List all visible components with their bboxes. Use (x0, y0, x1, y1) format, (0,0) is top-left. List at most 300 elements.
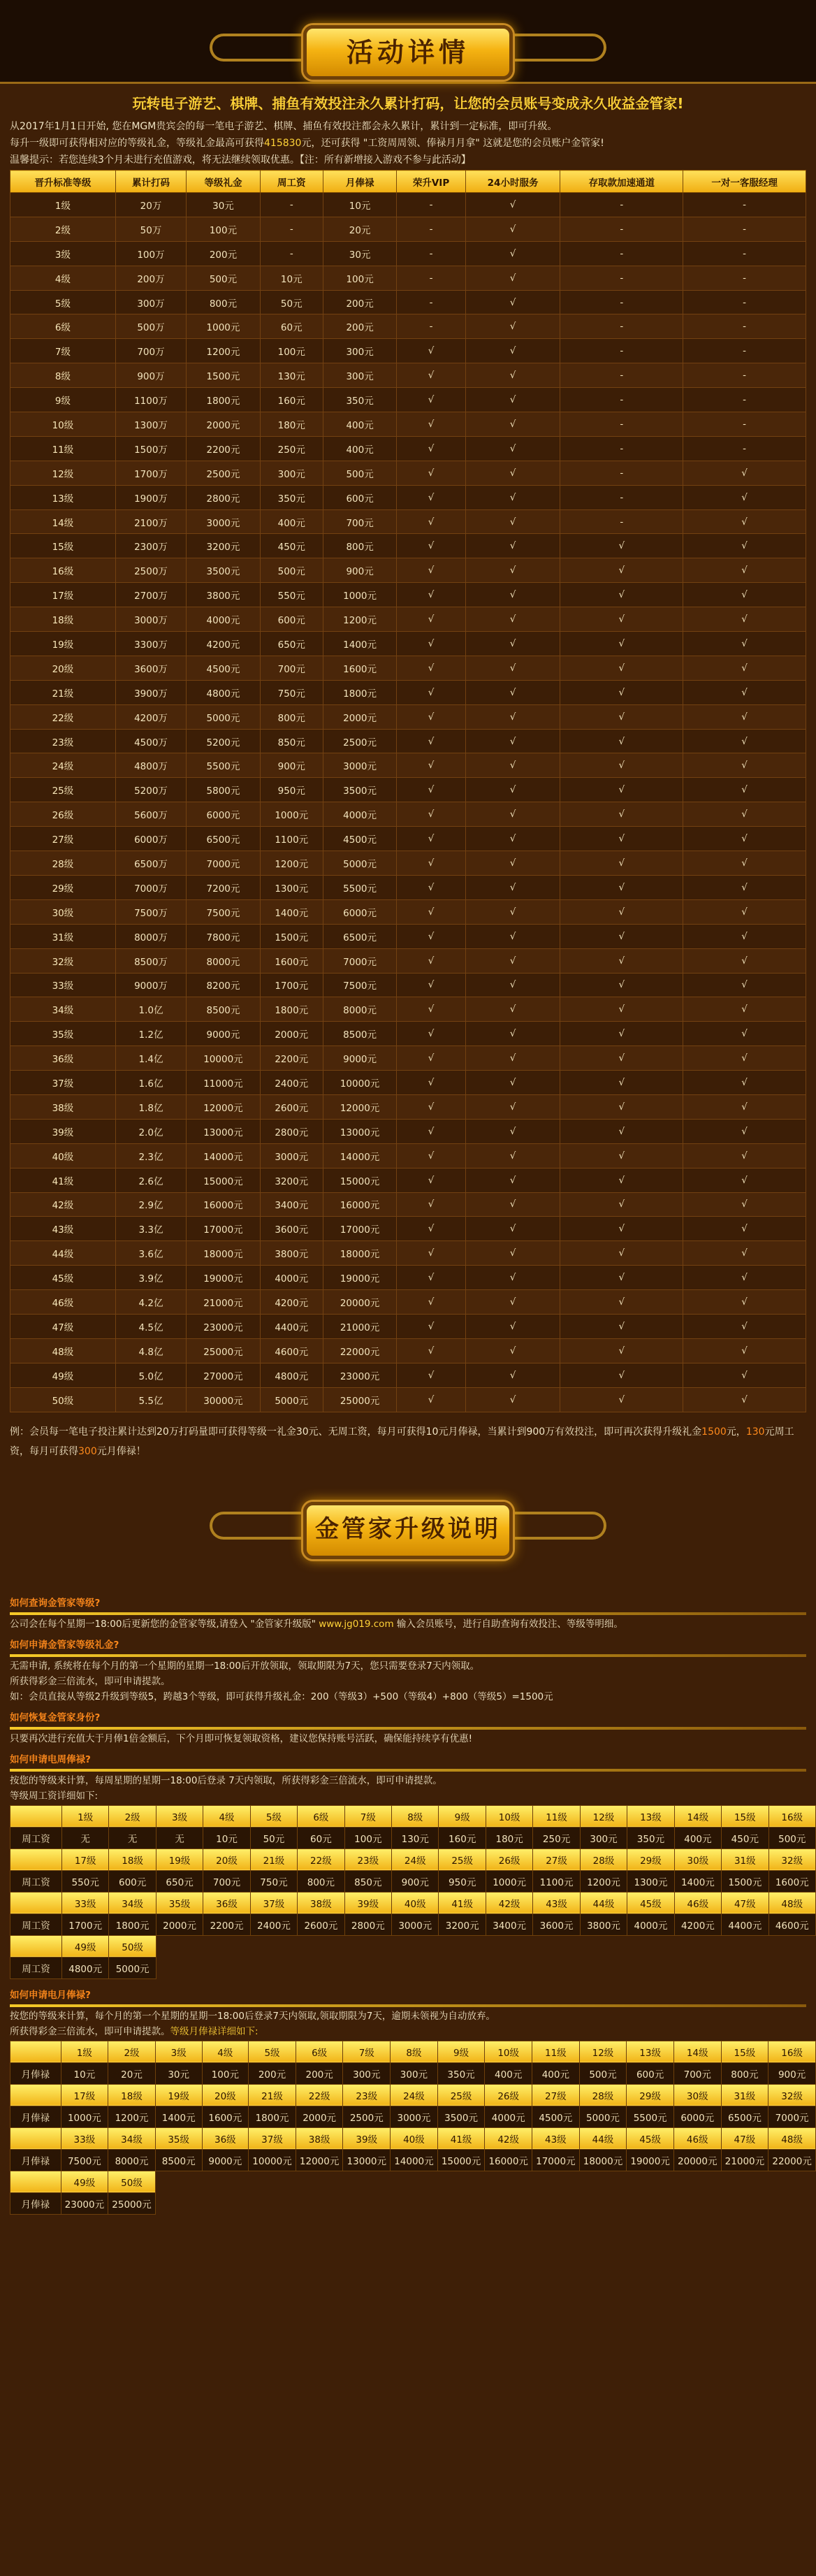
faq-question-2: 如何申请金管家等级礼金? (10, 1639, 119, 1651)
grid-level-cell: 27级 (533, 1848, 580, 1870)
grid-level-cell: 3级 (155, 2041, 202, 2062)
grid-value-row (10, 2192, 816, 2214)
rank-cell: 5000元 (323, 851, 397, 876)
rank-cell: 5000元 (187, 704, 261, 729)
rank-cell: 8500元 (187, 997, 261, 1022)
rank-cell: √ (465, 1387, 560, 1412)
grid-level-cell: 11级 (532, 2041, 580, 2062)
rank-cell: 14000元 (323, 1143, 397, 1168)
grid-level-cell: 21级 (250, 1848, 297, 1870)
grid-value-row (10, 1913, 816, 1935)
rank-level-cell: 27级 (10, 827, 116, 851)
rank-cell: √ (560, 948, 683, 973)
grid-level-cell: 3级 (156, 1805, 203, 1827)
grid-level-cell: 31级 (721, 2084, 768, 2106)
intro-text (0, 118, 816, 168)
grid-level-cell: 9级 (439, 1805, 486, 1827)
rank-cell: √ (683, 1192, 806, 1217)
rank-cell: 20万 (115, 193, 186, 217)
grid-empty-cell (343, 2171, 391, 2192)
grid-value-cell: 4000元 (627, 1913, 674, 1935)
rank-cell: - (260, 193, 323, 217)
rank-row (10, 534, 806, 558)
rank-cell: 25000元 (323, 1387, 397, 1412)
rank-cell: √ (560, 973, 683, 997)
rank-cell: √ (397, 363, 465, 388)
grid-value-cell: 1200元 (580, 1870, 627, 1892)
grid-value-cell: 60元 (298, 1827, 344, 1848)
rank-cell: √ (397, 461, 465, 485)
rank-cell: √ (560, 802, 683, 827)
grid-value-cell: 25000元 (108, 2192, 156, 2214)
rank-level-cell: 5级 (10, 290, 116, 314)
grid-value-cell: 400元 (674, 1827, 721, 1848)
grid-level-cell: 26级 (485, 2084, 532, 2106)
rank-row (10, 363, 806, 388)
rank-cell: √ (465, 1119, 560, 1143)
grid-value-label: 月俸禄 (10, 2106, 61, 2127)
rank-header-cell: 等级礼金 (187, 171, 261, 193)
grid-value-cell: 1700元 (61, 1913, 108, 1935)
rank-cell: √ (465, 1363, 560, 1387)
grid-value-cell: 500元 (579, 2062, 627, 2084)
rank-cell: 1900万 (115, 485, 186, 509)
rank-level-cell: 12级 (10, 461, 116, 485)
grid-level-cell: 28级 (580, 1848, 627, 1870)
rank-cell: 50元 (260, 290, 323, 314)
grid-level-cell: 5级 (249, 2041, 296, 2062)
grid-empty-cell (674, 1935, 721, 1957)
grid-empty-cell (768, 2171, 816, 2192)
rank-cell: - (560, 193, 683, 217)
rank-cell: √ (560, 607, 683, 632)
rank-cell: 3600万 (115, 656, 186, 680)
grid-value-label: 周工资 (10, 1957, 62, 1978)
grid-empty-cell (674, 1957, 721, 1978)
grid-value-row (10, 1870, 816, 1892)
rank-cell: 800元 (260, 704, 323, 729)
grid-value-label: 周工资 (10, 1870, 62, 1892)
rank-level-cell: 40级 (10, 1143, 116, 1168)
rank-cell: 10元 (260, 266, 323, 290)
rank-cell: - (560, 412, 683, 437)
rank-cell: √ (465, 632, 560, 656)
grid-level-cell: 16级 (768, 1805, 815, 1827)
rank-level-cell: 17级 (10, 583, 116, 607)
rank-row (10, 1241, 806, 1266)
rank-cell: √ (397, 1217, 465, 1241)
rank-cell: 23000元 (323, 1363, 397, 1387)
rank-cell: √ (560, 558, 683, 583)
rank-cell: √ (683, 1168, 806, 1192)
grid-value-cell: 4400元 (722, 1913, 768, 1935)
rank-cell: √ (683, 534, 806, 558)
rank-cell: 3200元 (260, 1168, 323, 1192)
rank-cell: 2700万 (115, 583, 186, 607)
grid-level-cell: 43级 (532, 2127, 580, 2149)
rank-row (10, 875, 806, 899)
rank-level-cell: 6级 (10, 314, 116, 339)
grid-value-cell: 50元 (250, 1827, 297, 1848)
grid-level-cell: 19级 (156, 1848, 203, 1870)
rank-cell: 2200元 (187, 436, 261, 461)
rank-cell: 8500万 (115, 948, 186, 973)
grid-value-cell: 30元 (155, 2062, 202, 2084)
rank-cell: √ (397, 1387, 465, 1412)
rank-cell: 5200万 (115, 778, 186, 802)
grid-level-cell: 50级 (109, 1935, 156, 1957)
grid-value-row (10, 1827, 816, 1848)
rank-cell: 800元 (323, 534, 397, 558)
grid-value-row (10, 2062, 816, 2084)
rank-cell: 10000元 (323, 1071, 397, 1095)
grid-level-cell: 23级 (343, 2084, 391, 2106)
rank-cell: √ (560, 632, 683, 656)
rank-level-cell: 7级 (10, 339, 116, 363)
intro-line-1: 从2017年1月1日开始, 您在MGM贵宾会的每一笔电子游艺、棋牌、捕鱼有效投注都会永久累计，累计到一定标准，即可升级。 (10, 121, 558, 132)
rank-cell: √ (465, 193, 560, 217)
rank-cell: √ (683, 924, 806, 948)
grid-empty-cell (391, 2192, 438, 2214)
rank-cell: √ (683, 680, 806, 704)
grid-empty-cell (721, 2171, 768, 2192)
divider (10, 1769, 806, 1772)
rank-cell: 20000元 (323, 1290, 397, 1315)
rank-cell: √ (683, 753, 806, 778)
rank-cell: √ (560, 583, 683, 607)
rank-cell: √ (683, 851, 806, 876)
grid-level-row (10, 2127, 816, 2149)
rank-cell: 1300元 (260, 875, 323, 899)
rank-cell: 15000元 (323, 1168, 397, 1192)
upgrade-banner (0, 1484, 816, 1590)
rank-cell: 7500元 (323, 973, 397, 997)
rank-cell: 3.6亿 (115, 1241, 186, 1266)
grid-level-cell: 20级 (203, 1848, 250, 1870)
grid-level-cell: 15级 (722, 1805, 768, 1827)
rank-cell: 8000元 (323, 997, 397, 1022)
rank-row (10, 1217, 806, 1241)
grid-empty-cell (532, 2171, 580, 2192)
grid-value-cell: 850元 (344, 1870, 391, 1892)
grid-level-cell: 8级 (391, 2041, 438, 2062)
rank-cell: √ (465, 1266, 560, 1290)
rank-cell: √ (465, 534, 560, 558)
rank-level-cell: 47级 (10, 1314, 116, 1338)
rank-cell: 4600元 (260, 1338, 323, 1363)
grid-value-cell: 7500元 (61, 2149, 108, 2171)
rank-cell: √ (560, 1290, 683, 1315)
rank-cell: 1.0亿 (115, 997, 186, 1022)
grid-value-cell: 500元 (768, 1827, 815, 1848)
grid-value-cell: 无 (109, 1827, 156, 1848)
rank-cell: √ (683, 1119, 806, 1143)
grid-level-cell: 26级 (486, 1848, 532, 1870)
rank-cell: √ (465, 1071, 560, 1095)
rank-row (10, 753, 806, 778)
grid-level-cell: 41级 (437, 2127, 485, 2149)
grid-value-cell: 2000元 (296, 2106, 343, 2127)
grid-empty-cell (722, 1957, 768, 1978)
rank-cell: √ (560, 778, 683, 802)
rank-cell: 15000元 (187, 1168, 261, 1192)
rank-cell: 2500元 (187, 461, 261, 485)
rank-cell: 1.8亿 (115, 1094, 186, 1119)
grid-value-cell: 3000元 (391, 2106, 438, 2127)
rank-cell: √ (465, 290, 560, 314)
grid-level-cell: 39级 (343, 2127, 391, 2149)
grid-level-cell: 11级 (533, 1805, 580, 1827)
grid-value-cell: 300元 (343, 2062, 391, 2084)
rank-cell: 500元 (323, 461, 397, 485)
grid-value-cell: 4800元 (61, 1957, 108, 1978)
grid-level-cell: 6级 (296, 2041, 343, 2062)
rank-level-cell: 48级 (10, 1338, 116, 1363)
rank-cell: 1000元 (187, 314, 261, 339)
upgrade-title: 金管家升级说明 (303, 1502, 513, 1559)
rank-cell: 1200元 (323, 607, 397, 632)
rank-cell: 180元 (260, 412, 323, 437)
grid-value-cell: 600元 (627, 2062, 674, 2084)
grid-empty-cell (439, 1935, 486, 1957)
grid-level-cell: 29级 (627, 2084, 674, 2106)
rank-cell: 1800元 (260, 997, 323, 1022)
rank-header-cell: 晋升标准等级 (10, 171, 116, 193)
grid-value-cell: 400元 (532, 2062, 580, 2084)
rank-cell: √ (683, 1338, 806, 1363)
grid-value-cell: 2200元 (203, 1913, 250, 1935)
rank-cell: √ (397, 1168, 465, 1192)
rank-cell: 18000元 (187, 1241, 261, 1266)
grid-value-cell: 14000元 (391, 2149, 438, 2171)
monthly-faq (0, 1988, 816, 2039)
rank-cell: √ (560, 534, 683, 558)
rank-cell: √ (397, 851, 465, 876)
grid-level-cell: 38级 (296, 2127, 343, 2149)
grid-empty-cell (203, 1957, 250, 1978)
rank-cell: √ (560, 924, 683, 948)
grid-empty-cell (485, 2171, 532, 2192)
rank-cell: 1800元 (323, 680, 397, 704)
rank-cell: 950元 (260, 778, 323, 802)
grid-value-cell: 2000元 (156, 1913, 203, 1935)
rank-cell: 13000元 (187, 1119, 261, 1143)
grid-empty-cell (627, 2192, 674, 2214)
rank-cell: √ (465, 1192, 560, 1217)
grid-level-cell: 23级 (344, 1848, 391, 1870)
rank-cell: √ (683, 1071, 806, 1095)
rank-row (10, 1168, 806, 1192)
grid-empty-cell (343, 2192, 391, 2214)
rank-cell: 300元 (323, 363, 397, 388)
rank-row (10, 1338, 806, 1363)
example-amount-3: 300 (78, 1445, 97, 1457)
rank-level-cell: 35级 (10, 1022, 116, 1046)
rank-level-cell: 34级 (10, 997, 116, 1022)
grid-empty-cell (298, 1957, 344, 1978)
grid-level-label (10, 2084, 61, 2106)
rank-level-cell: 16级 (10, 558, 116, 583)
rank-cell: √ (465, 704, 560, 729)
rank-cell: √ (683, 802, 806, 827)
grid-level-row (10, 1935, 816, 1957)
rank-cell: 7200元 (187, 875, 261, 899)
grid-value-cell: 10000元 (249, 2149, 296, 2171)
grid-level-cell: 35级 (155, 2127, 202, 2149)
rank-cell: √ (683, 509, 806, 534)
grid-level-label (10, 1935, 62, 1957)
rank-cell: √ (397, 924, 465, 948)
activity-banner (0, 0, 816, 84)
grid-level-cell: 27级 (532, 2084, 580, 2106)
rank-row (10, 827, 806, 851)
rank-cell: 1200元 (187, 339, 261, 363)
faq-question-5: 如何申请电月俸禄? (10, 1989, 91, 2001)
rank-level-cell: 15级 (10, 534, 116, 558)
grid-value-cell: 1400元 (674, 1870, 721, 1892)
rank-header-cell: 月俸禄 (323, 171, 397, 193)
rank-cell: 3300万 (115, 632, 186, 656)
grid-level-cell: 33级 (61, 2127, 108, 2149)
grid-level-cell: 10级 (486, 1805, 532, 1827)
rank-cell: 30元 (323, 241, 397, 266)
rank-cell: √ (465, 509, 560, 534)
grid-level-cell: 14级 (673, 2041, 721, 2062)
rank-cell: 9000元 (323, 1046, 397, 1071)
rank-cell: 5800元 (187, 778, 261, 802)
rank-cell: √ (465, 1094, 560, 1119)
rank-cell: 750元 (260, 680, 323, 704)
rank-cell: 5.0亿 (115, 1363, 186, 1387)
grid-empty-cell (202, 2171, 249, 2192)
grid-empty-cell (344, 1935, 391, 1957)
grid-level-cell: 17级 (61, 1848, 108, 1870)
rank-level-cell: 49级 (10, 1363, 116, 1387)
rank-level-cell: 37级 (10, 1071, 116, 1095)
rank-header-cell: 荣升VIP (397, 171, 465, 193)
rank-cell: 350元 (323, 388, 397, 412)
rank-level-cell: 20级 (10, 656, 116, 680)
rank-cell: 1.6亿 (115, 1071, 186, 1095)
rank-cell: 17000元 (323, 1217, 397, 1241)
grid-level-cell: 18级 (108, 2084, 156, 2106)
grid-empty-cell (203, 1935, 250, 1957)
rank-cell: √ (397, 1192, 465, 1217)
rank-level-cell: 46级 (10, 1290, 116, 1315)
rank-cell: 2100万 (115, 509, 186, 534)
grid-level-cell: 6级 (298, 1805, 344, 1827)
rank-cell: √ (560, 1338, 683, 1363)
rank-cell: 1200元 (260, 851, 323, 876)
rank-cell: √ (465, 899, 560, 924)
rank-cell: 20元 (323, 217, 397, 241)
rank-level-cell: 13级 (10, 485, 116, 509)
rank-cell: 900万 (115, 363, 186, 388)
grid-value-cell: 22000元 (768, 2149, 816, 2171)
grid-value-cell: 950元 (439, 1870, 486, 1892)
faq-answer-4-line-1: 按您的等级来计算，每周星期的星期一18:00后登录 7天内领取，所获得彩金三倍流水，即可申请提款。 (10, 1774, 442, 1786)
rank-cell: 2000元 (260, 1022, 323, 1046)
rank-cell: - (683, 217, 806, 241)
grid-value-cell: 16000元 (485, 2149, 532, 2171)
rank-cell: 5000元 (260, 1387, 323, 1412)
rank-cell: √ (465, 1046, 560, 1071)
grid-value-cell: 无 (156, 1827, 203, 1848)
rank-table (10, 170, 806, 1412)
grid-value-cell: 20000元 (673, 2149, 721, 2171)
rank-row (10, 339, 806, 363)
rank-cell: √ (397, 1094, 465, 1119)
rank-cell: 4000元 (187, 607, 261, 632)
grid-value-label: 月俸禄 (10, 2149, 61, 2171)
rank-cell: √ (560, 1168, 683, 1192)
rank-cell: - (397, 290, 465, 314)
example-amount-2: 130 (745, 1426, 765, 1438)
rank-cell: √ (465, 607, 560, 632)
rank-cell: √ (465, 412, 560, 437)
rank-cell: 3800元 (260, 1241, 323, 1266)
rank-cell: 21000元 (323, 1314, 397, 1338)
rank-cell: - (560, 388, 683, 412)
grid-level-cell: 9级 (437, 2041, 485, 2062)
grid-value-cell: 无 (61, 1827, 108, 1848)
rank-level-cell: 31级 (10, 924, 116, 948)
grid-value-cell: 1000元 (61, 2106, 108, 2127)
grid-level-row (10, 1892, 816, 1913)
grid-level-cell: 34级 (109, 1892, 156, 1913)
grid-level-cell: 24级 (391, 2084, 438, 2106)
rank-level-cell: 25级 (10, 778, 116, 802)
rank-cell: 5.5亿 (115, 1387, 186, 1412)
rank-cell: √ (683, 997, 806, 1022)
grid-value-cell: 18000元 (579, 2149, 627, 2171)
rank-cell: 1.4亿 (115, 1046, 186, 1071)
rank-cell: 30000元 (187, 1387, 261, 1412)
rank-cell: 7500万 (115, 899, 186, 924)
rank-cell: √ (465, 1168, 560, 1192)
rank-cell: - (683, 363, 806, 388)
rank-cell: 2600元 (260, 1094, 323, 1119)
rank-cell: 1700万 (115, 461, 186, 485)
rank-cell: √ (397, 583, 465, 607)
site-link[interactable]: www.jg019.com (319, 1618, 394, 1630)
grid-level-cell: 8级 (392, 1805, 439, 1827)
rank-cell: 3000元 (323, 753, 397, 778)
rank-cell: √ (465, 1022, 560, 1046)
rank-cell: √ (560, 827, 683, 851)
grid-empty-cell (250, 1935, 297, 1957)
rank-cell: √ (560, 1266, 683, 1290)
grid-empty-cell (296, 2171, 343, 2192)
rank-cell: 4500元 (187, 656, 261, 680)
rank-level-cell: 26级 (10, 802, 116, 827)
grid-empty-cell (768, 2192, 816, 2214)
rank-cell: 1400元 (260, 899, 323, 924)
rank-cell: √ (397, 534, 465, 558)
grid-empty-cell (249, 2171, 296, 2192)
rank-cell: 19000元 (187, 1266, 261, 1290)
rank-cell: 10000元 (187, 1046, 261, 1071)
rank-row (10, 314, 806, 339)
rank-cell: √ (465, 656, 560, 680)
rank-cell: √ (397, 1290, 465, 1315)
rank-row (10, 973, 806, 997)
rank-cell: - (683, 193, 806, 217)
rank-cell: √ (397, 1241, 465, 1266)
grid-empty-cell (249, 2192, 296, 2214)
rank-cell: √ (465, 436, 560, 461)
rank-cell: 4.5亿 (115, 1314, 186, 1338)
